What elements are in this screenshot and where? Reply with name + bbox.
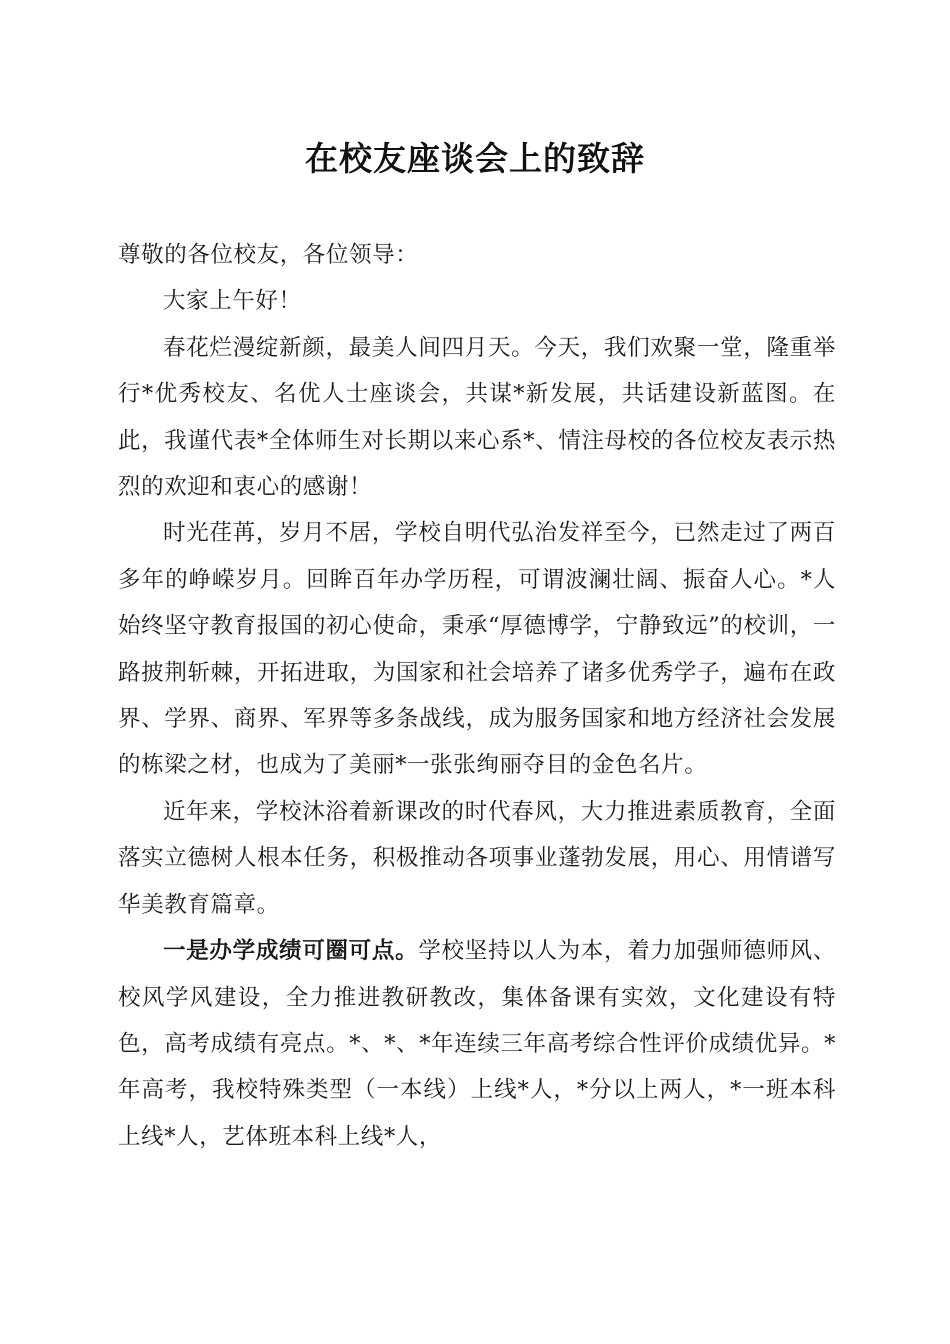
greeting: 大家上午好！ [163, 288, 302, 315]
paragraph-recent-years: 近年来，学校沐浴着新课改的时代春风，大力推进素质教育，全面落实立德树人根本任务，积极推动各项事业蓬勃发展，用心、用情谱写华美教育篇章。 [118, 798, 836, 918]
document-title: 在校友座谈会上的致辞 [305, 139, 645, 178]
achievements-text: 学校坚持以人为本，着力加强师德师风、校风学风建设，全力推进教研教改，集体备课有实效，文化建设有特色，高考成绩有亮点。*、*、*年连续三年高考综合性评价成绩优异。*年高考，我校特殊类型（一本线）上线*人，*分以上两人，*一班本科上线*人，艺体班本科上线*人， [118, 938, 836, 1150]
document-body [118, 232, 836, 1160]
salutation: 尊敬的各位校友，各位领导： [118, 242, 419, 268]
paragraph-history: 时光荏苒，岁月不居，学校自明代弘治发祥至今，已然走过了两百多年的峥嵘岁月。回眸百年办学历程，可谓波澜壮阔、振奋人心。*人始终坚守教育报国的初心使命，秉承“厚德博学，宁静致远”的校训，一路披荆斩棘，开拓进取，为国家和社会培养了诸多优秀学子，遍布在政界、学界、商界、军界等多条战线，成为服务国家和地方经济社会发展的栋梁之材，也成为了美丽*一张张绚丽夺目的金色名片。 [118, 520, 836, 779]
paragraph-welcome: 春花烂漫绽新颜，最美人间四月天。今天，我们欢聚一堂，隆重举行*优秀校友、名优人士座谈会，共谋*新发展，共话建设新蓝图。在此，我谨代表*全体师生对长期以来心系*、情注母校的各位校友表示热烈的欢迎和衷心的感谢！ [118, 334, 836, 501]
paragraph-achievements [118, 928, 836, 1160]
achievements-heading: 一是办学成绩可圈可点。 [163, 938, 419, 965]
